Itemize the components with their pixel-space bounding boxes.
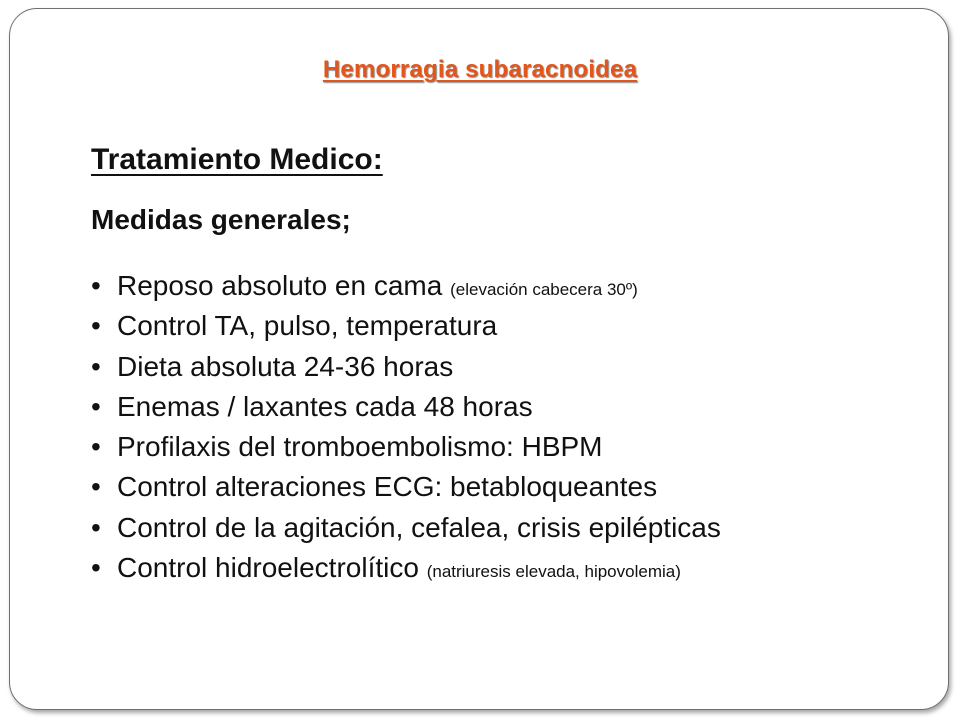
bullet-list (91, 266, 721, 588)
bullet-marker: • (91, 390, 101, 422)
list-item (91, 467, 721, 507)
bullet-text: Control TA, pulso, temperatura (117, 310, 498, 342)
bullet-note: (elevación cabecera 30º) (450, 280, 638, 299)
bullet-text: Reposo absoluto en cama (117, 270, 451, 301)
bullet-text: Control alteraciones ECG: betabloqueantes (117, 471, 658, 503)
bullet-marker: • (91, 552, 101, 584)
list-item (91, 387, 721, 427)
list-item (91, 427, 721, 467)
list-item (91, 347, 721, 387)
bullet-text: Dieta absoluta 24-36 horas (117, 350, 454, 382)
bullet-text: Enemas / laxantes cada 48 horas (117, 390, 533, 422)
bullet-marker: • (91, 310, 101, 342)
list-item (91, 508, 721, 548)
bullet-note: (natriuresis elevada, hipovolemia) (426, 562, 681, 582)
bullet-marker: • (91, 350, 101, 382)
bullet-text: Profilaxis del tromboembolismo: HBPM (117, 431, 603, 463)
list-item (91, 306, 721, 346)
section-heading: Medidas generales; (91, 204, 351, 235)
bullet-marker: • (91, 431, 101, 463)
list-item (91, 548, 721, 588)
bullet-marker: • (91, 270, 101, 301)
bullet-marker: • (91, 471, 101, 503)
bullet-marker: • (91, 511, 101, 543)
list-item (91, 266, 721, 306)
bullet-text: Control hidroelectrolítico (117, 552, 427, 584)
slide-title: Hemorragia subaracnoidea (322, 56, 638, 83)
bullet-text: Control de la agitación, cefalea, crisis epilépticas (117, 511, 721, 543)
slide-subtitle: Tratamiento Medico: (91, 143, 383, 176)
